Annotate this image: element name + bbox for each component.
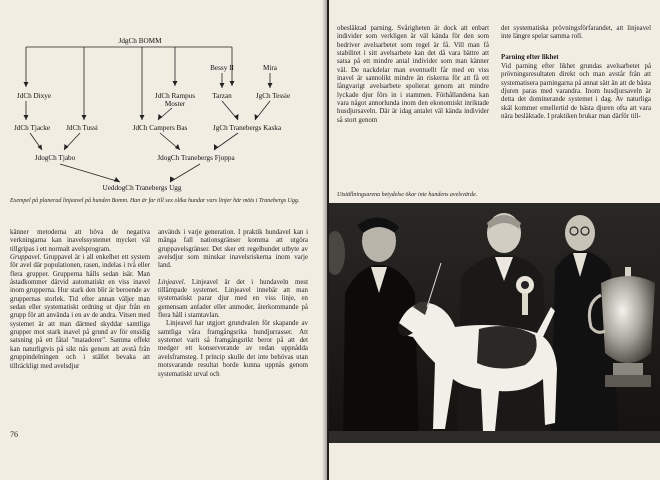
pedigree-node-tussi: JdCh Tussi bbox=[66, 124, 98, 132]
left-column-2 bbox=[158, 229, 308, 379]
paragraph: känner metoderna att höva de negativa verkningarna kan inavelssystemet mycket väl tillgripas i ett normalt avelsprogram. bbox=[10, 229, 150, 253]
pedigree-diagram bbox=[0, 0, 327, 200]
paragraph: används i varje generation. I praktik hundavel kan i många fall nationsgränser komma att utgöra gruppavelsgränser. Det sker ett regelbundet utbyte av avelsdjur som minskar inavelsriskerna inom varje land. bbox=[158, 229, 308, 270]
pedigree-node-tarzan: Tarzan bbox=[212, 92, 232, 100]
pedigree-node-bomm: JdgCh BOMM bbox=[118, 37, 162, 45]
paragraph-text: Gruppavel är i all enkelhet ett system för avel där populationen, rasen, indelas i två eller flera grupper. Grupperna hålls sedan isär. Man åstadkommer därvid automatiskt en viss inavel inom grupperna. Hur stark den blir är beroende av gruppernas storlek. Tid efter annan väljer man sedan eller systematiskt ordning ut djur från en grupp för att använda i en av de andra. Vitsen med systemet är att man därmed skyddar samtliga grupper mot stark inavel på grund av för ensidig satsning på ett fåtal "matadorer". Samma effekt kan naturligtvis på sikt nås genom att avstå från gruppindelningen och i stället bevaka att tillräckligt med avelsdjur bbox=[10, 254, 150, 370]
pedigree-node-campers: JdCh Campers Bas bbox=[132, 124, 188, 132]
pedigree-node-ugg: UeddogCh Tranebergs Ugg bbox=[102, 184, 182, 192]
right-column-2 bbox=[501, 25, 651, 121]
left-page bbox=[0, 0, 327, 480]
left-column-1 bbox=[10, 229, 150, 371]
pedigree-node-tjacke: JdCh Tjacke bbox=[14, 124, 50, 132]
paragraph: det systematiska prövningsförfarandet, att linjeavel inte längre spelar samma roll. bbox=[501, 25, 651, 41]
paragraph: obesläktad parning. Svårigheten är dock att enbart individer som verkligen är väl kända för den som bedriver avelsarbetet som regel är få. Vill man få stabilitet i sitt avelsarbete kan det då vara bättre att satsa på ett mindre antal individer som man känner väl. De nackdelar man eventuellt får med en viss inavel är sannolikt mindre än riskerna för att få ett långvarigt avelsarbete spolierat genom att mindre lyckade djur förs in i stammen. Förhållandena kan vara något annorlunda inom den ekonomiskt inriktade husdjursaveln. Där är idag antalet väl kända individer så stort genom bbox=[337, 25, 489, 124]
paragraph: Linjeavel har utgjort grundvalen för skapande av samtliga våra framgångsrika hundjurrasser. Att systemet varit så framgångsrikt beror på att det medger ett konserverande av redan uppnådda avelsframsteg. I princip skulle det inte behövas utan motsvarande resultat borde kunna uppnås genom systematiskt urval och bbox=[158, 320, 308, 378]
right-column-1 bbox=[337, 25, 489, 125]
pedigree-node-rampus: JdCh Rampus bbox=[154, 92, 196, 100]
paragraph-text: Linjeavel är det i hundaveln mest tillämpade systemet. Linjeavel innebär att man systematiskt parar djur med en viss linje, en gemensam anfader eller anmoder, återkommande på flera håll i stamtavlan. bbox=[158, 278, 308, 320]
dog-show-photo bbox=[329, 203, 660, 443]
page-number: 76 bbox=[10, 430, 18, 439]
paragraph-gruppavel bbox=[10, 254, 150, 371]
pedigree-node-fjoppa: JdogCh Tranebergs Fjoppa bbox=[157, 154, 235, 162]
section-heading: Parning efter likhet bbox=[501, 53, 559, 61]
pedigree-node-moster: Moster bbox=[164, 100, 186, 108]
pedigree-node-mira: Mira bbox=[263, 64, 277, 72]
pedigree-node-kaska: JgCh Tranebergs Kaska bbox=[212, 124, 282, 132]
paragraph-linjeavel bbox=[158, 279, 308, 321]
pedigree-node-bessy: Bessy II bbox=[210, 64, 234, 72]
pedigree-caption: Exempel på planerad linjeavel på hunden Bomm. Han är far till sex olika hundar vars linjer här möts i Tranebergs Ugg. bbox=[10, 198, 300, 204]
pedigree-node-tjabo: JdogCh Tjabo bbox=[34, 154, 76, 162]
paragraph: Vid parning efter likhet grundas avelsarbetet på prövningsresultaten direkt och man avstår från att systematisera parningarna på annat sätt än att de bästa djuren paras med varandra. Inom husdjursaveln är detta det dominerande systemet i dag. Av naturliga skäl kommer emellertid de bästa djuren ofta att vara nära besläktade. I praktiken brukar man därför till- bbox=[501, 63, 651, 121]
right-page bbox=[329, 0, 660, 480]
pedigree-node-dixye: JdCh Dixye bbox=[16, 92, 52, 100]
term-linjeavel: Linjeavel. bbox=[158, 278, 186, 286]
term-gruppavel: Gruppavel. bbox=[10, 254, 42, 262]
pedigree-node-tessie: JgCh Tessie bbox=[255, 92, 291, 100]
photo-caption: Utställningsarena betydelse ökar inte hundens avelsvärde. bbox=[337, 192, 478, 198]
